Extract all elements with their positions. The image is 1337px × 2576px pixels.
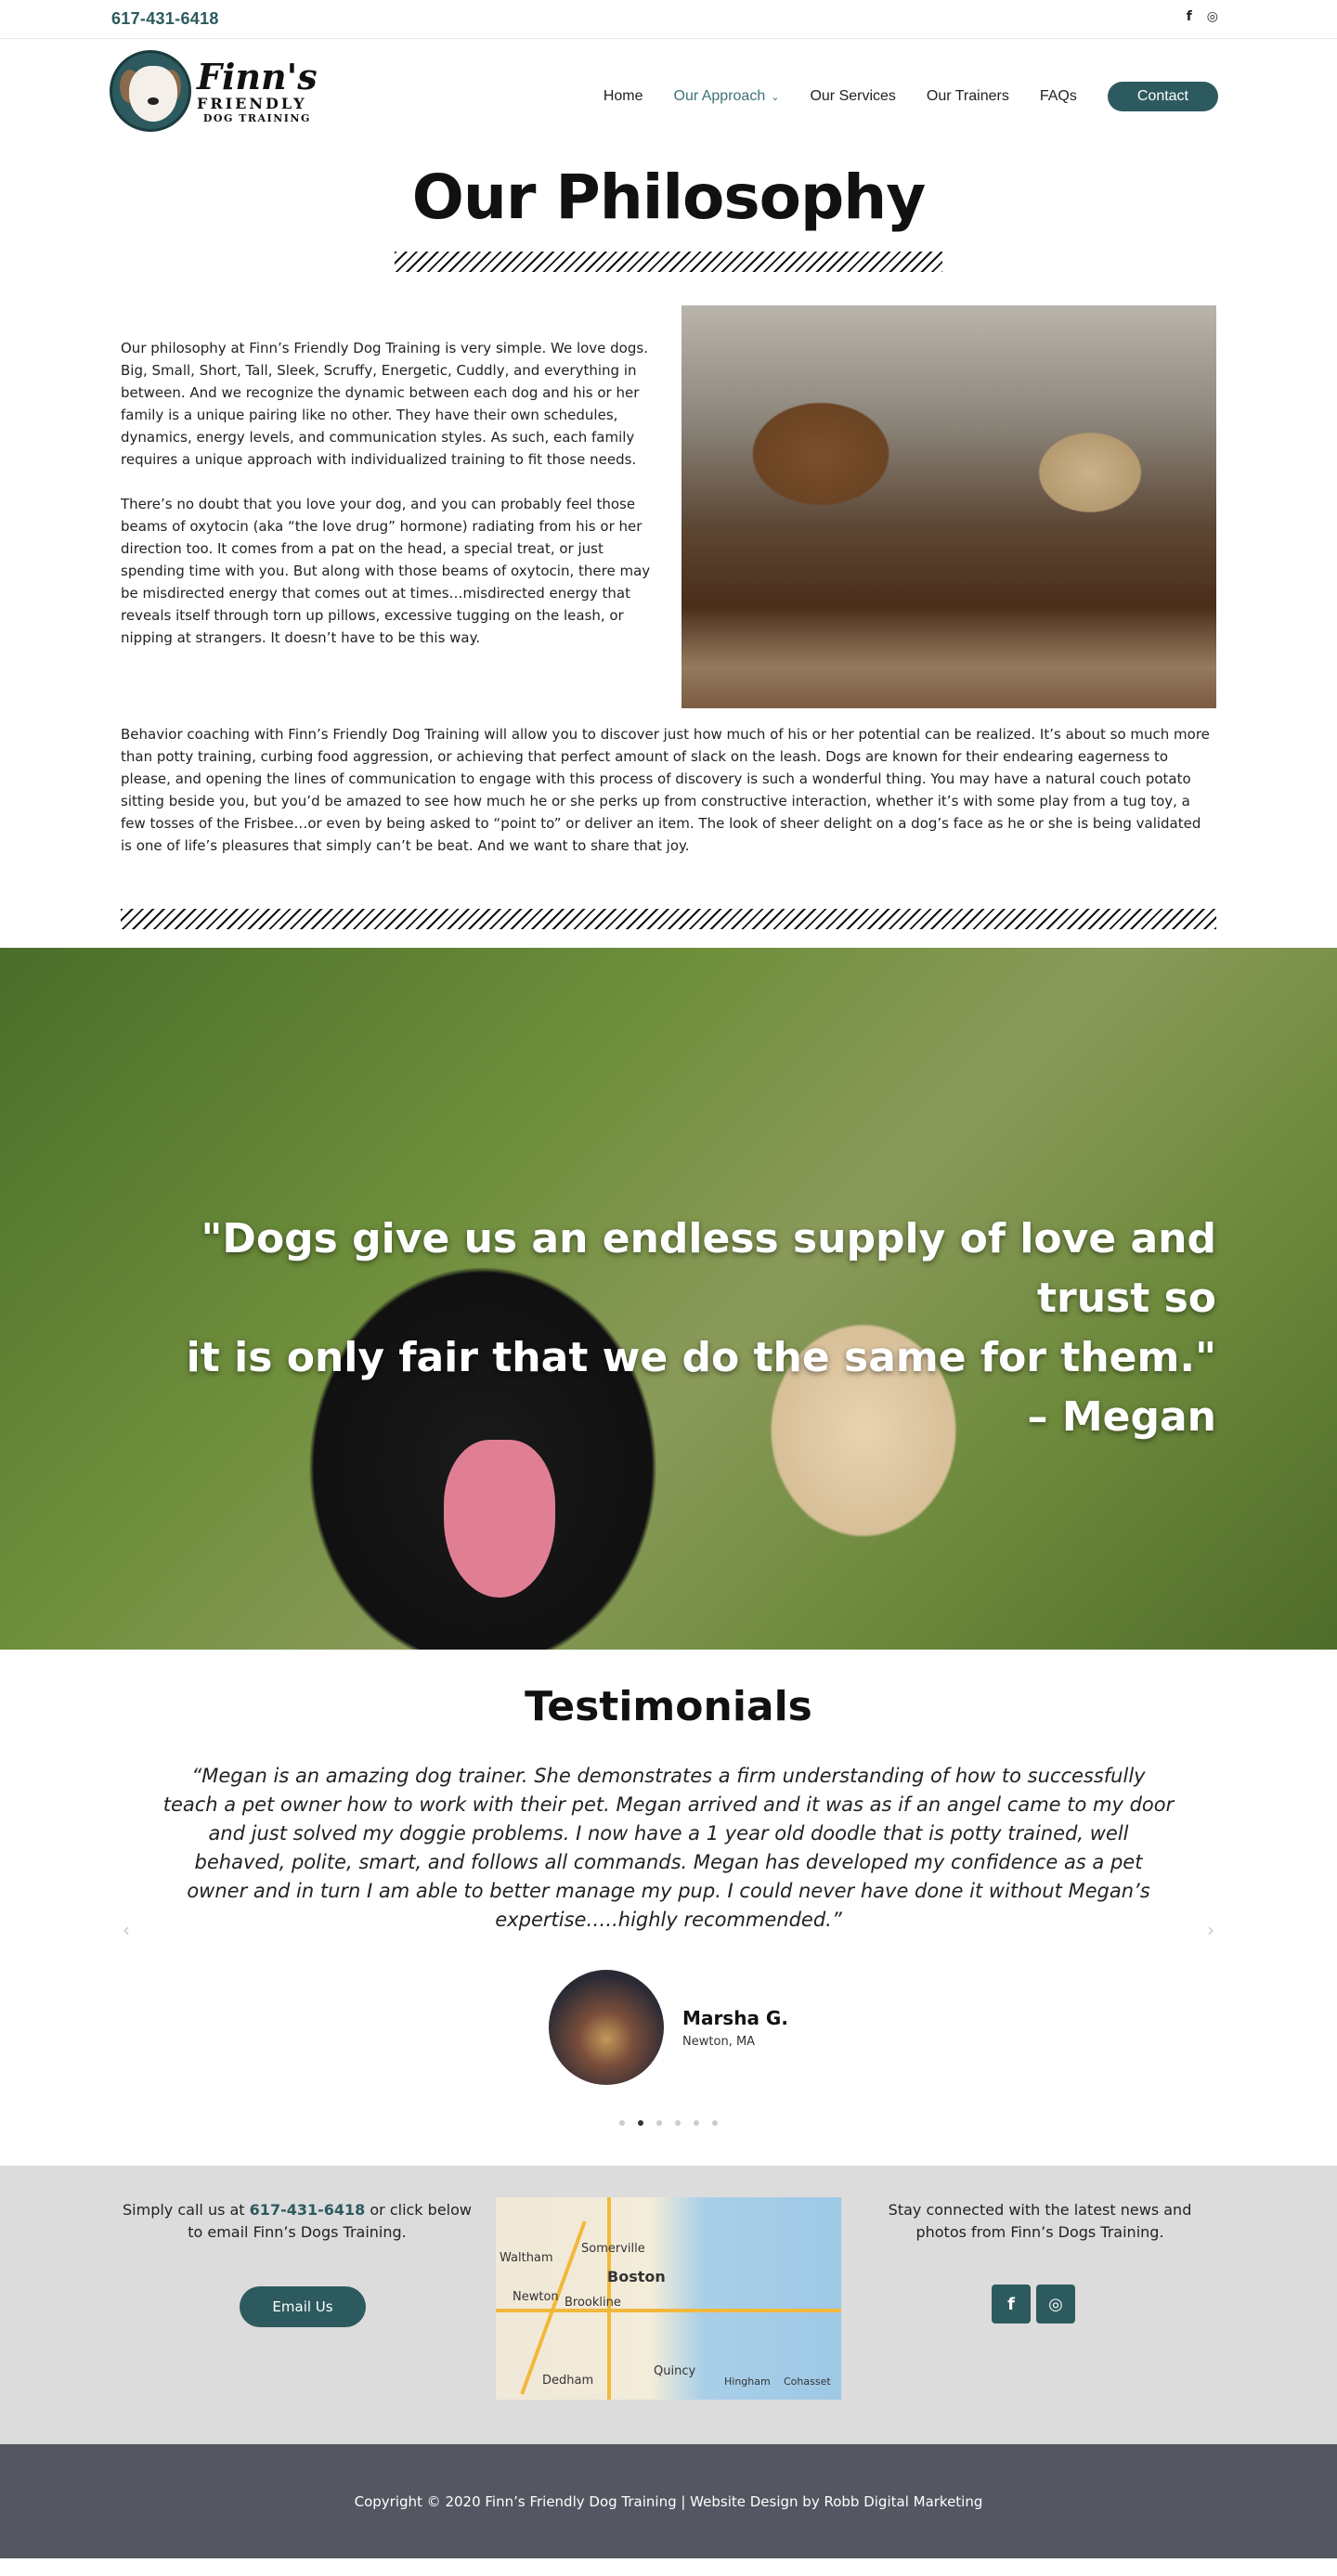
site-header [0,39,1337,154]
email-us-button[interactable]: Email Us [240,2286,366,2327]
call-suffix: or click below to email Finn’s Dogs Training. [188,2201,472,2241]
slider-dot[interactable] [694,2120,699,2126]
philosophy-paragraph-3: Behavior coaching with Finn’s Friendly Dog Training will allow you to discover just how much of his or her potential can be realized. It’s about so much more than potty training, curbing food aggression, or achieving that perfect amount of slack on the leash. Dogs are known for their endearing eagerness to please, and opening the lines of communication to engage with this process of discovery is such a wonderful thing. You may have a natural couch potato sitting beside you, but you’d be amazed to see how much he or she perks up from constructive interaction, whether it’s with some play from a tug toy, a few tosses of the Frisbee…or even by being asked to “point to” or deliver an item. The look of sheer delight on a dog’s face as he or she is being validated is one of life’s pleasures that simply can’t be beat. And we want to share that joy. [121,726,1210,854]
site-logo[interactable] [110,50,318,132]
map-label: Quincy [654,2364,696,2378]
hatch-divider [395,252,942,272]
author-name: Marsha G. [682,2006,788,2029]
quote-line-3: – Megan [1027,1393,1216,1441]
slider-dots [0,2120,1337,2126]
avatar [549,1970,664,2085]
nav-home[interactable]: Home [603,88,643,104]
logo-line-1: Finn's [197,55,318,97]
stay-connected-text: Stay connected with the latest news and photos from Finn’s Dogs Training. [888,2201,1192,2241]
next-arrow-icon[interactable]: › [1207,1919,1214,1941]
dogs-on-floor-image [681,305,1216,708]
facebook-icon[interactable]: f [1186,9,1192,24]
dog-logo-icon [110,50,191,132]
call-prefix: Simply call us at [123,2201,250,2219]
nav-our-trainers[interactable]: Our Trainers [926,88,1009,104]
map-label: Dedham [542,2374,594,2388]
contact-button[interactable]: Contact [1108,82,1218,111]
phone-link[interactable]: 617-431-6418 [111,9,219,28]
location-map[interactable] [496,2197,841,2400]
logo-line-3: DOG TRAINING [202,111,311,124]
quote-line-1: "Dogs give us an endless supply of love and trust so [201,1215,1216,1322]
testimonials-section [0,1650,1337,2166]
hatch-divider-wrap [0,857,1337,948]
map-label: Cohasset [784,2375,831,2388]
map-label: Newton [513,2290,559,2304]
logo-text [197,55,318,124]
map-label: Boston [607,2268,666,2285]
slider-dot[interactable] [712,2120,718,2126]
testimonial-quote: “Megan is an amazing dog trainer. She demonstrates a firm understanding of how to successfully teach a pet owner how to work with their pet. Megan arrived and it was as if an angel came to my door and just solved my doggie problems. I now have a 1 year old doodle that is potty trained, well behaved, polite, smart, and follows all commands. Megan has developed my confidence as a pet owner and in turn I am able to better manage my pup. I could never have done it without Megan’s expertise…..highly recommended.” [162,1765,1175,1931]
quote-line-2: it is only fair that we do the same for them." [186,1334,1216,1381]
slider-dot[interactable] [675,2120,681,2126]
testimonials-title: Testimonials [525,1683,812,1730]
instagram-icon[interactable]: ◎ [1036,2285,1075,2324]
philosophy-row [0,272,1337,708]
main-nav [604,82,1218,111]
slider-dot-active[interactable] [638,2120,643,2126]
quote-banner [0,948,1337,1650]
instagram-icon[interactable]: ◎ [1206,9,1218,24]
logo-line-2: FRIENDLY [197,94,307,112]
dog-photo-detail [444,1440,555,1598]
banner-quote [102,1210,1216,1447]
philosophy-paragraph-2: There’s no doubt that you love your dog, and you can probably feel those beams of oxytocin (aka “the love drug” hormone) radiating from his or her direction too. It comes from a pat on the head, a special treat, or just spending time with you. But along with those beams of oxytocin, there may be misdirected energy that comes out at times…misdirected energy that reveals itself through torn up pillows, excessive tugging on the leash, or nipping at strangers. It doesn’t have to be this way. [121,496,651,646]
call-us-text [121,2199,474,2244]
slider-dot[interactable] [619,2120,625,2126]
philosophy-paragraph-1: Our philosophy at Finn’s Friendly Dog Training is very simple. We love dogs. Big, Small, Short, Tall, Sleek, Scruffy, Energetic, Cuddly, and everything in between. And we recognize the dynamic between each dog and his or her family is a unique pairing like no other. They have their own schedules, dynamics, energy levels, and communication styles. As such, each family requires a unique approach with individualized training to fit those needs. [121,340,648,468]
testimonial-author [0,1970,1337,2085]
footer-widgets [0,2166,1337,2444]
map-label: Somerville [581,2242,645,2256]
hatch-divider [121,909,1216,929]
top-social [1187,9,1218,24]
top-bar [0,0,1337,39]
map-label: Waltham [500,2251,553,2265]
facebook-icon[interactable]: f [992,2285,1031,2324]
author-location: Newton, MA [682,2034,756,2049]
map-label: Brookline [565,2296,621,2310]
copyright-bar [0,2444,1337,2558]
nav-our-approach-label: Our Approach [673,88,766,104]
nav-our-approach[interactable] [674,88,780,105]
slider-dot[interactable] [656,2120,662,2126]
footer-social [992,2285,1075,2324]
philosophy-text [121,305,656,708]
chevron-down-icon: ⌄ [771,92,780,103]
footer-phone-link[interactable]: 617-431-6418 [249,2201,366,2219]
prev-arrow-icon[interactable]: ‹ [123,1919,130,1941]
copyright-text: Copyright © 2020 Finn’s Friendly Dog Training | Website Design by Robb Digital Marketing [354,2492,983,2510]
nav-our-services[interactable]: Our Services [810,88,896,104]
map-label: Hingham [724,2375,771,2388]
nav-faqs[interactable]: FAQs [1039,88,1077,104]
page-title: Our Philosophy [411,162,926,233]
